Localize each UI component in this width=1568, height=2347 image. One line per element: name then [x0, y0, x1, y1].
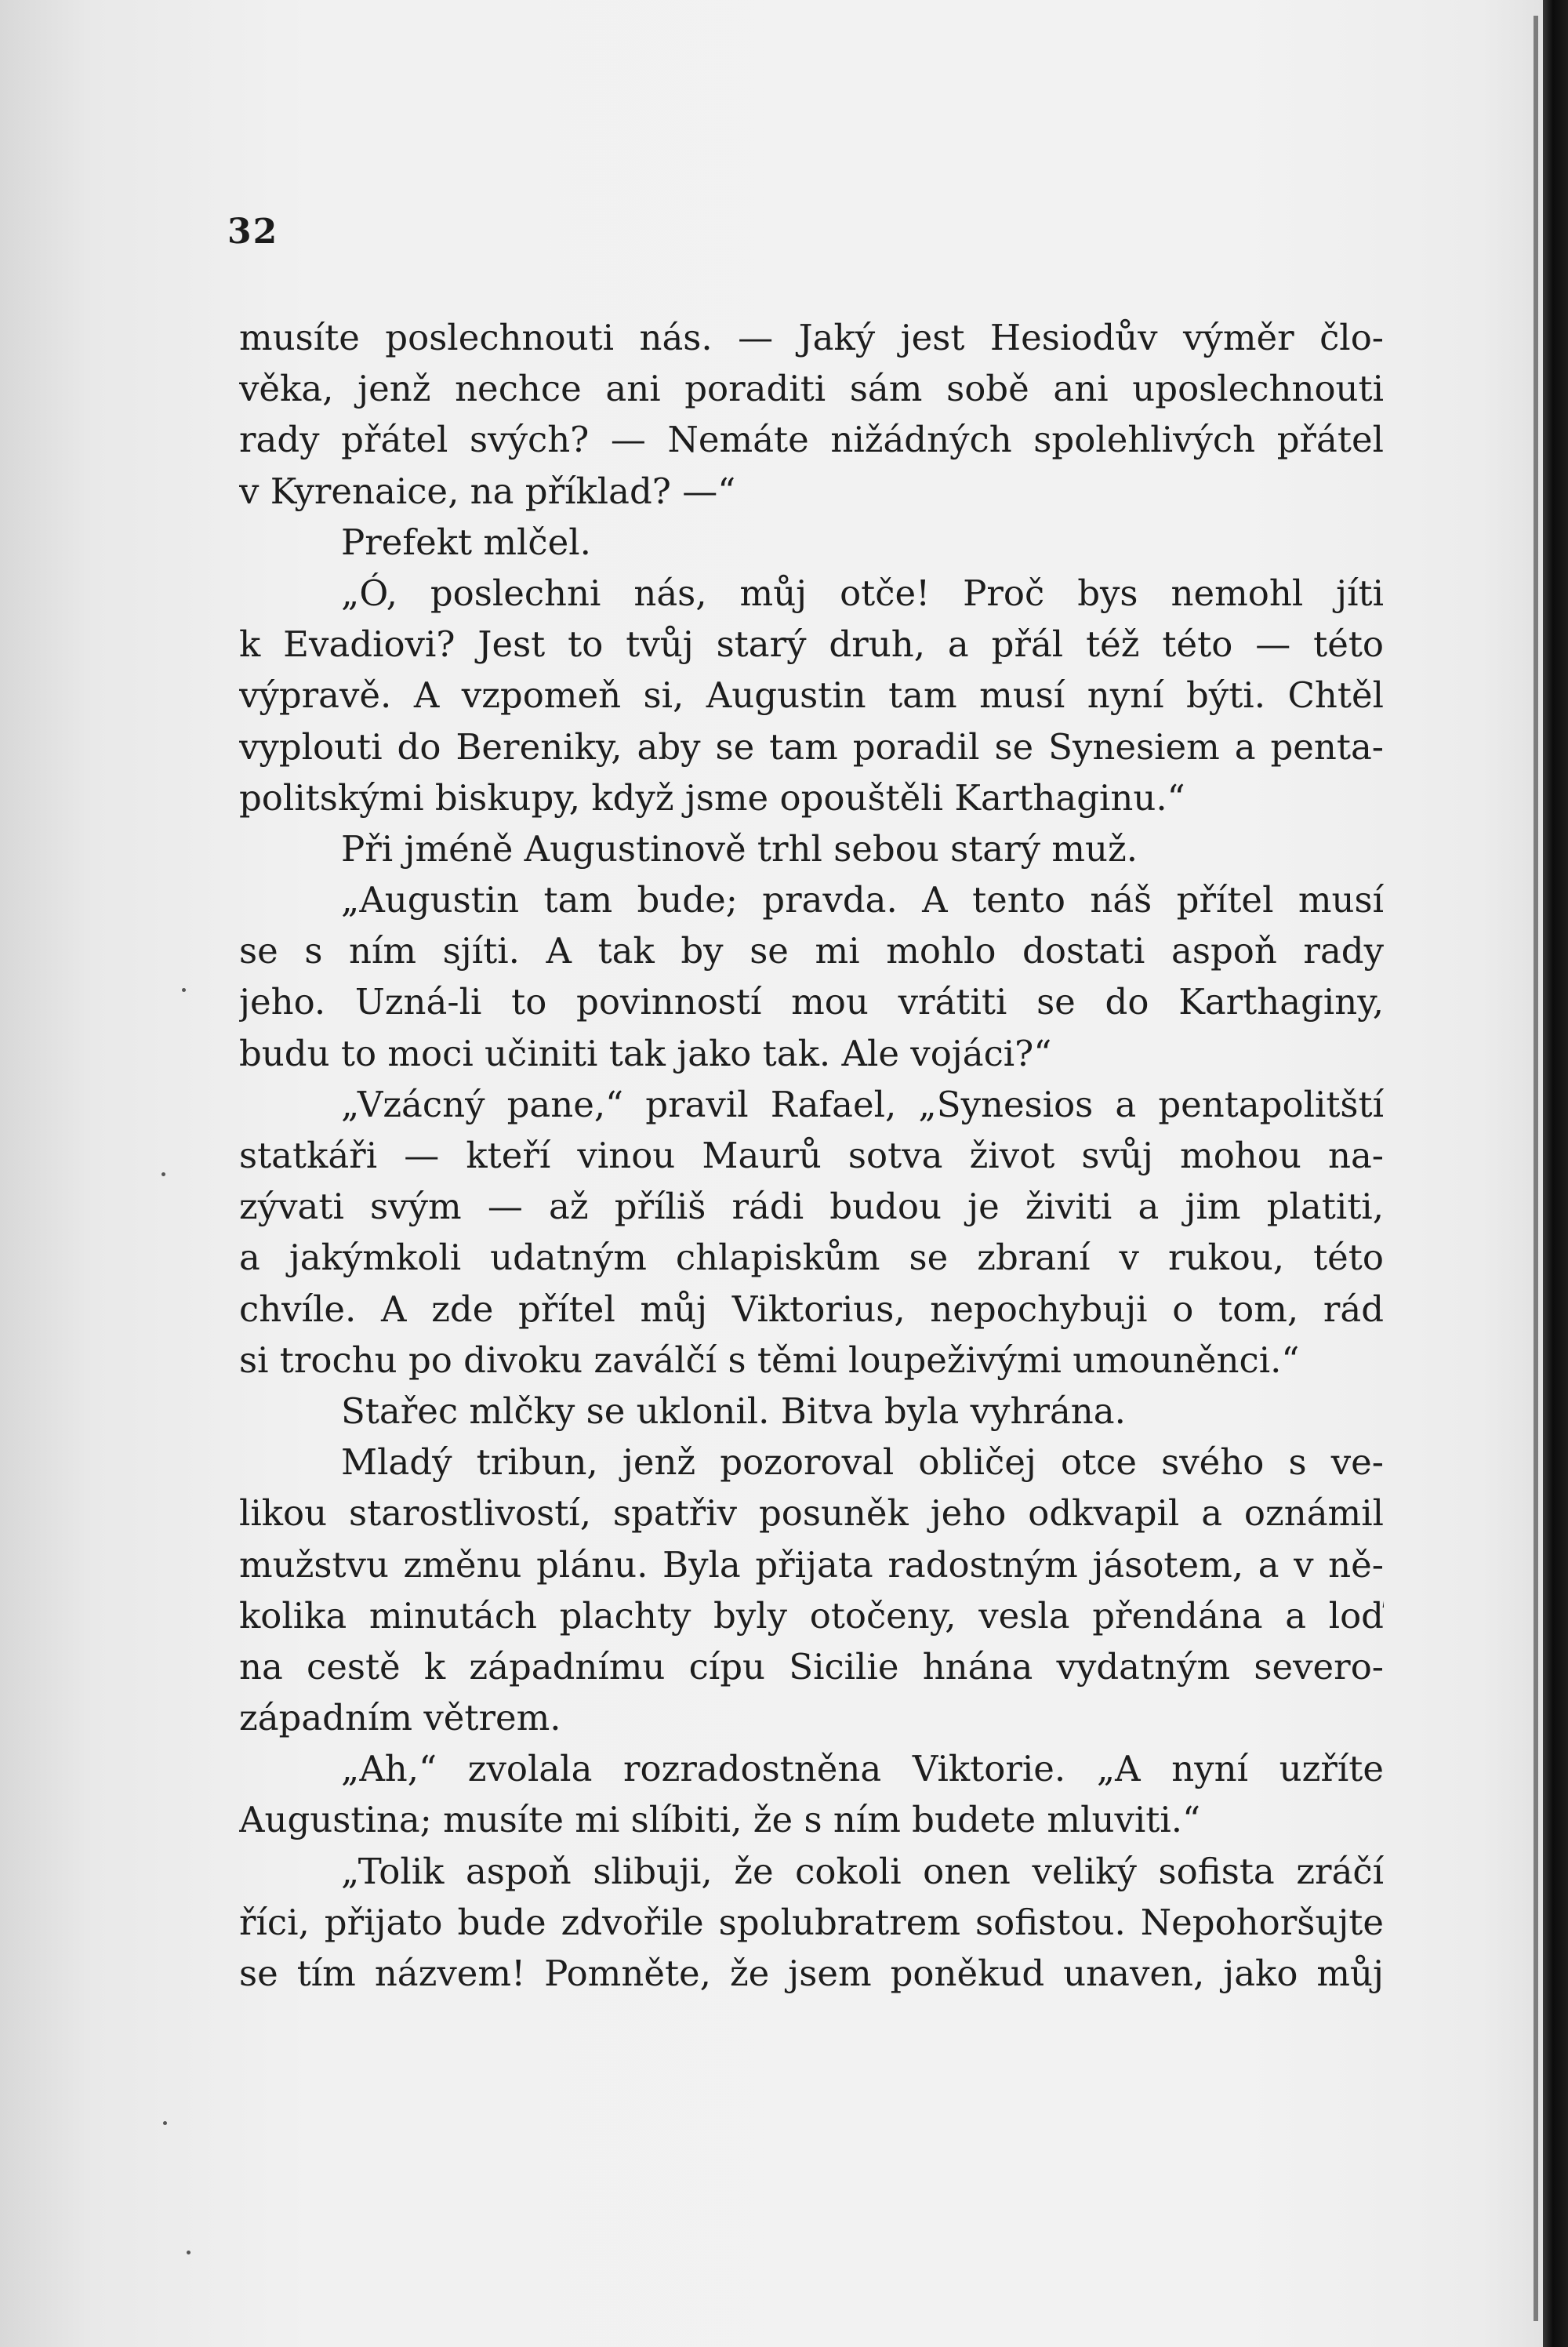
text-line: na cestě k západnímu cípu Sicilie hnána vydatným severo-	[239, 1645, 1384, 1688]
text-line: západním větrem.	[239, 1697, 561, 1739]
text-line: Mladý tribun, jenž pozoroval obličej otce svého s ve-	[341, 1441, 1384, 1484]
page-number: 32	[227, 212, 279, 252]
text-line: Prefekt mlčel.	[341, 521, 591, 563]
scan-speck	[182, 988, 186, 992]
text-line: „Ah,“ zvolala rozradostněna Viktorie. „A nyní uzříte	[341, 1748, 1384, 1790]
text-line: Stařec mlčky se uklonil. Bitva byla vyhrána.	[341, 1390, 1126, 1432]
text-line: Při jméně Augustinově trhl sebou starý muž.	[341, 827, 1138, 870]
text-line: říci, přijato bude zdvořile spolubratrem sofistou. Nepohoršujte	[239, 1901, 1384, 1943]
text-line: v Kyrenaice, na příklad? —“	[239, 470, 736, 512]
text-line: si trochu po divoku zaválčí s těmi loupeživými umouněnci.“	[239, 1339, 1300, 1381]
page-edge-shadow	[1534, 16, 1538, 2321]
text-line: k Evadiovi? Jest to tvůj starý druh, a přál též této — této	[239, 623, 1384, 666]
text-line: se s ním sjíti. A tak by se mi mohlo dostati aspoň rady	[239, 930, 1384, 972]
text-line: budu to moci učiniti tak jako tak. Ale vojáci?“	[239, 1032, 1052, 1074]
text-line: politskými biskupy, když jsme opouštěli Karthaginu.“	[239, 776, 1185, 819]
text-line: a jakýmkoli udatným chlapiskům se zbraní v rukou, této	[239, 1237, 1384, 1279]
text-line: zývati svým — až příliš rádi budou je živiti a jim platiti,	[239, 1186, 1384, 1228]
text-line: chvíle. A zde přítel můj Viktorius, nepochybuji o tom, rád	[239, 1288, 1384, 1330]
text-line: „Augustin tam bude; pravda. A tento náš přítel musí	[341, 879, 1384, 921]
text-line: „Tolik aspoň slibuji, že cokoli onen veliký sofista zráčí	[341, 1850, 1384, 1892]
text-line: likou starostlivostí, spatřiv posuněk jeho odkvapil a oznámil	[239, 1492, 1384, 1535]
text-line: statkáři — kteří vinou Maurů sotva život svůj mohou na-	[239, 1135, 1384, 1176]
text-line: Augustina; musíte mi slíbiti, že s ním budete mluviti.“	[239, 1799, 1201, 1841]
text-line: vyplouti do Bereniky, aby se tam poradil se Synesiem a penta-	[239, 725, 1384, 768]
text-line: výpravě. A vzpomeň si, Augustin tam musí nyní býti. Chtěl	[239, 674, 1384, 717]
text-line: kolika minutách plachty byly otočeny, vesla přendána a loď	[239, 1594, 1384, 1637]
text-line: mužstvu změnu plánu. Byla přijata radostným jásotem, a v ně-	[239, 1543, 1384, 1586]
text-line: „Ó, poslechni nás, můj otče! Proč bys nemohl jíti	[341, 572, 1384, 614]
text-line: musíte poslechnouti nás. — Jaký jest Hesiodův výměr člo-	[239, 317, 1384, 358]
scan-speck	[187, 2251, 191, 2254]
text-line: se tím názvem! Pomněte, že jsem poněkud unaven, jako můj	[239, 1953, 1384, 1994]
scan-speck	[163, 2121, 167, 2125]
text-line: „Vzácný pane,“ pravil Rafael, „Synesios a pentapolitští	[341, 1083, 1384, 1125]
body-text	[239, 312, 1384, 1999]
scan-speck	[162, 1172, 165, 1176]
book-binding-edge	[1543, 0, 1568, 2347]
text-line: rady přátel svých? — Nemáte nižádných spolehlivých přátel	[239, 419, 1384, 461]
text-line: věka, jenž nechce ani poraditi sám sobě ani uposlechnouti	[239, 368, 1384, 410]
text-line: jeho. Uzná-li to povinností mou vrátiti se do Karthaginy,	[239, 981, 1384, 1023]
